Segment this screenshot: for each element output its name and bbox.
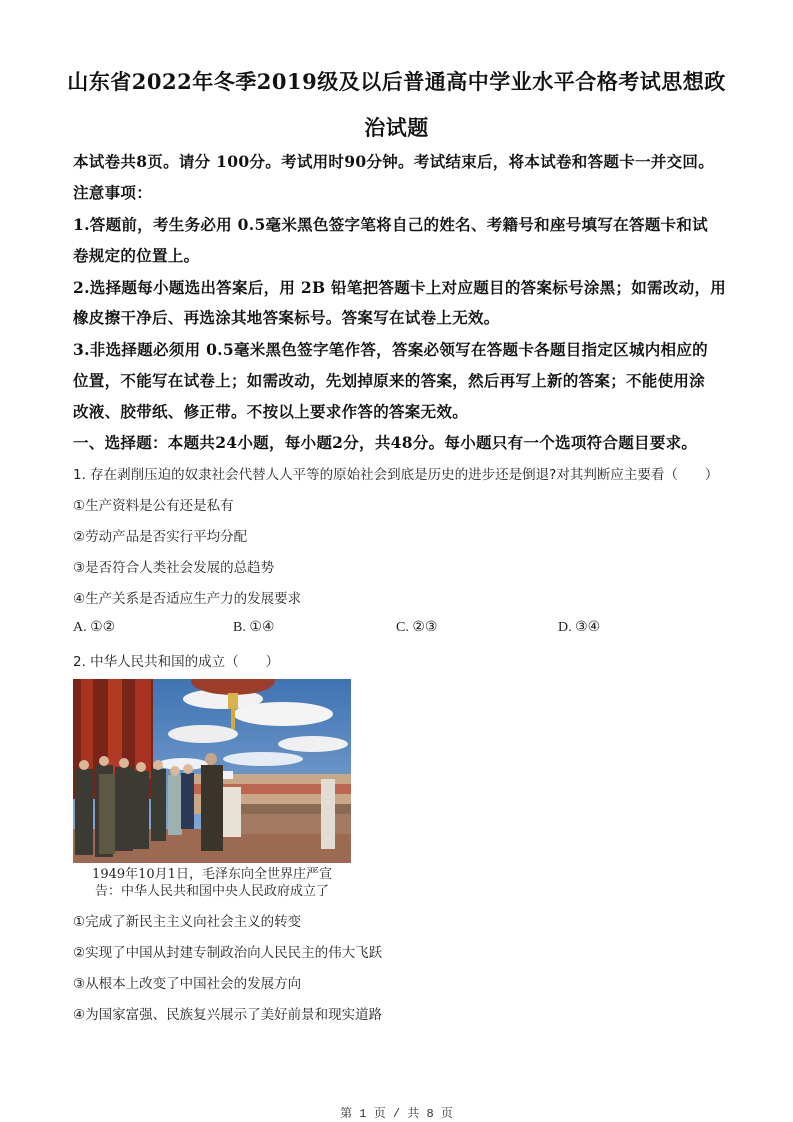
- figure-caption-line2: 告：中华人民共和国中央人民政府成立了: [94, 884, 329, 899]
- question-1-stem: 1. 存在剥削压迫的奴隶社会代替人人平等的原始社会到底是历史的进步还是倒退?对其判断应主要看（ ）: [73, 467, 719, 483]
- question-1-choice-b: B. ①④: [233, 620, 275, 635]
- note-1-line2: 卷规定的位置上。: [73, 246, 200, 265]
- question-1-choice-d: D. ③④: [558, 620, 601, 635]
- founding-ceremony-painting: [73, 679, 351, 863]
- question-2-statement-3: ③从根本上改变了中国社会的发展方向: [73, 976, 302, 992]
- note-3-line2: 位置，不能写在试卷上；如需改动，先划掉原来的答案，然后再写上新的答案；不能使用涂: [73, 371, 706, 390]
- question-2-statement-1: ①完成了新民主主义向社会主义的转变: [73, 914, 302, 930]
- intro-text: 本试卷共8页。请分 100分。考试用时90分钟。考试结束后，将本试卷和答题卡一并交回。: [73, 152, 715, 171]
- note-2-line2: 橡皮擦干净后、再选涂其地答案标号。答案写在试卷上无效。: [73, 308, 500, 327]
- question-1-statement-1: ①生产资料是公有还是私有: [73, 498, 234, 514]
- question-2-statement-4: ④为国家富强、民族复兴展示了美好前景和现实道路: [73, 1007, 383, 1023]
- page-number: 第 1 页 / 共 8 页: [340, 1107, 453, 1121]
- question-1-statement-4: ④生产关系是否适应生产力的发展要求: [73, 591, 302, 607]
- notes-heading: 注意事项：: [73, 183, 153, 202]
- figure-caption: [73, 866, 351, 900]
- note-2-line1: 2.选择题每小题选出答案后，用 2B 铅笔把答题卡上对应题目的答案标号涂黑；如需改动，用: [73, 278, 727, 297]
- question-1-choice-c: C. ②③: [396, 620, 438, 635]
- exam-title-line2: 治试题: [364, 115, 429, 140]
- question-2-stem: 2. 中华人民共和国的成立（ ）: [73, 654, 280, 670]
- question-1-statement-3: ③是否符合人类社会发展的总趋势: [73, 560, 275, 576]
- question-1-statement-2: ②劳动产品是否实行平均分配: [73, 529, 248, 545]
- figure-caption-line1: 1949年10月1日，毛泽东向全世界庄严宣: [92, 867, 332, 882]
- exam-title-line1: 山东省2022年冬季2019级及以后普通高中学业水平合格考试思想政: [67, 69, 726, 94]
- section-heading: 一、选择题：本题共24小题，每小题2分，共48分。每小题只有一个选项符合题目要求。: [73, 433, 698, 452]
- note-1-line1: 1.答题前，考生务必用 0.5毫米黑色签字笔将自己的姓名、考籍号和座号填写在答题卡和试: [73, 215, 708, 234]
- note-3-line1: 3.非选择题必须用 0.5毫米黑色签字笔作答，答案必领写在答题卡各题目指定区城内相应的: [73, 340, 708, 359]
- question-1-choice-a: A. ①②: [73, 620, 116, 635]
- note-3-line3: 改液、胶带纸、修正带。不按以上要求作答的答案无效。: [73, 402, 469, 421]
- question-2-statement-2: ②实现了中国从封建专制政治向人民民主的伟大飞跃: [73, 945, 383, 961]
